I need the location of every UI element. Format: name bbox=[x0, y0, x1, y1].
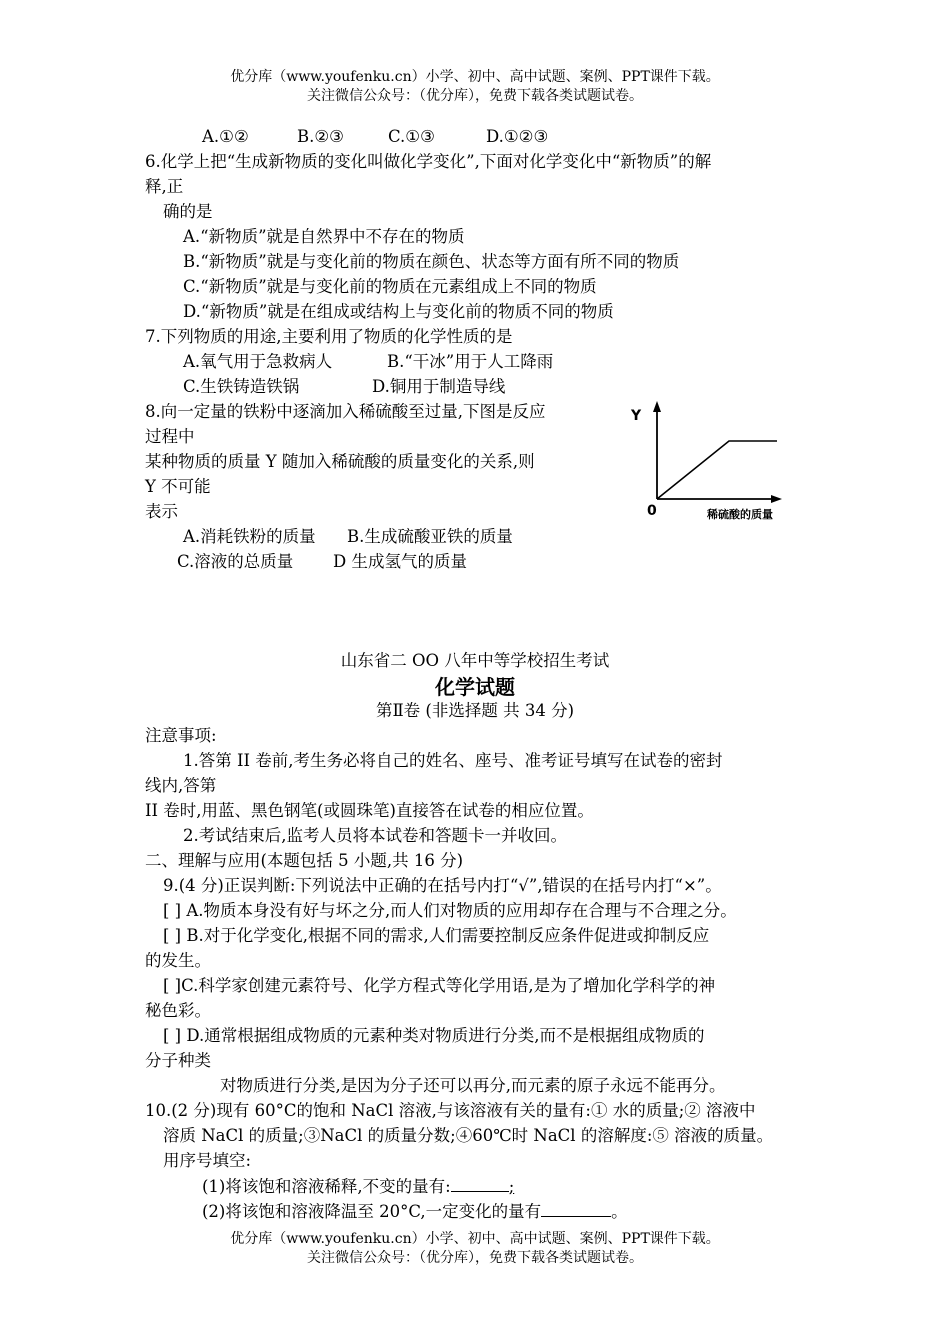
q9-item-c-cont: 秘色彩。 bbox=[145, 1001, 211, 1020]
q6-option-a: A.“新物质”就是自然界中不存在的物质 bbox=[183, 227, 465, 246]
q10-sub-1 bbox=[202, 1175, 514, 1198]
q9-stem: 9.(4 分)正误判断:下列说法中正确的在括号内打“√”,错误的在括号内打“×”。 bbox=[163, 876, 722, 895]
q8-stem: 8.向一定量的铁粉中逐滴加入稀硫酸至过量,下图是反应 bbox=[145, 402, 546, 421]
q6-option-b: B.“新物质”就是与变化前的物质在颜色、状态等方面有所不同的物质 bbox=[183, 252, 680, 271]
x-axis-arrow-icon bbox=[771, 495, 782, 503]
q5-option-b: B.②③ bbox=[297, 127, 344, 146]
q9-item-b-cont: 的发生。 bbox=[145, 951, 211, 970]
q7-option-c: C.生铁铸造铁锅 bbox=[183, 377, 300, 396]
curve-y bbox=[657, 441, 777, 499]
q9-item-b: [ ] B.对于化学变化,根据不同的需求,人们需要控制反应条件促进或抑制反应 bbox=[163, 926, 710, 945]
q10-stem-cont-2: 用序号填空: bbox=[163, 1151, 252, 1170]
q6-option-d: D.“新物质”就是在组成或结构上与变化前的物质不同的物质 bbox=[183, 302, 614, 321]
q5-option-c: C.①③ bbox=[388, 127, 435, 146]
volume-title: 第Ⅱ卷 (非选择题 共 34 分) bbox=[375, 701, 575, 720]
q9-item-d-cont-2: 对物质进行分类,是因为分子还可以再分,而元素的原子永远不能再分。 bbox=[220, 1076, 726, 1095]
q8-option-a: A.消耗铁粉的质量 bbox=[183, 527, 316, 546]
q10-sub-2 bbox=[202, 1200, 628, 1223]
q7-stem: 7.下列物质的用途,主要利用了物质的化学性质的是 bbox=[145, 327, 513, 346]
q8-option-c: C.溶液的总质量 bbox=[177, 552, 294, 571]
q8-stem-cont-4: 表示 bbox=[145, 502, 178, 521]
notice-1: 1.答第 II 卷前,考生务必将自己的姓名、座号、准考证号填写在试卷的密封 bbox=[183, 751, 723, 770]
section-heading: 二、理解与应用(本题包括 5 小题,共 16 分) bbox=[145, 851, 464, 870]
q10-sub-1-text: (1)将该饱和溶液稀释,不变的量有: bbox=[202, 1177, 451, 1196]
header-line-2: 关注微信公众号：（优分库），免费下载各类试题试卷。 bbox=[307, 88, 643, 104]
q6-stem: 6.化学上把“生成新物质的变化叫做化学变化”,下面对化学变化中“新物质”的解 bbox=[145, 152, 712, 171]
q8-graph bbox=[625, 398, 795, 526]
origin-label: 0 bbox=[647, 503, 657, 519]
notice-1-cont-2: II 卷时,用蓝、黑色钢笔(或圆珠笔)直接答在试卷的相应位置。 bbox=[145, 801, 594, 820]
q6-stem-cont-2: 确的是 bbox=[163, 202, 213, 221]
q10-stem: 10.(2 分)现有 60°C的饱和 NaCl 溶液,与该溶液有关的量有:① 水的质量;② 溶液中 bbox=[145, 1101, 756, 1120]
notice-title: 注意事项: bbox=[145, 726, 217, 745]
q6-stem-cont: 释,正 bbox=[145, 177, 184, 196]
q10-sub-1-end: ; bbox=[508, 1177, 515, 1196]
footer-line-2: 关注微信公众号：（优分库），免费下载各类试题试卷。 bbox=[307, 1250, 643, 1266]
y-axis-arrow-icon bbox=[653, 401, 661, 412]
q6-option-c: C.“新物质”就是与变化前的物质在元素组成上不同的物质 bbox=[183, 277, 597, 296]
q7-option-a: A.氧气用于急救病人 bbox=[183, 352, 333, 371]
notice-2: 2.考试结束后,监考人员将本试卷和答题卡一并收回。 bbox=[183, 826, 567, 845]
q8-stem-cont-2: 某种物质的质量 Y 随加入稀硫酸的质量变化的关系,则 bbox=[145, 452, 535, 471]
q9-item-c: [ ]C.科学家创建元素符号、化学方程式等化学用语,是为了增加化学科学的神 bbox=[163, 976, 716, 995]
q8-stem-cont: 过程中 bbox=[145, 427, 195, 446]
q10-sub-2-blank[interactable] bbox=[541, 1200, 611, 1217]
q9-item-d: [ ] D.通常根据组成物质的元素种类对物质进行分类,而不是根据组成物质的 bbox=[163, 1026, 705, 1045]
q10-sub-2-text: (2)将该饱和溶液降温至 20°C,一定变化的量有 bbox=[202, 1202, 542, 1221]
footer-line-1: 优分库（www.youfenku.cn）小学、初中、高中试题、案例、PPT课件下载。 bbox=[230, 1231, 720, 1247]
q5-option-d: D.①②③ bbox=[486, 127, 549, 146]
q8-stem-cont-3: Y 不可能 bbox=[145, 477, 211, 496]
q10-sub-1-blank[interactable] bbox=[451, 1175, 509, 1192]
subject-title: 化学试题 bbox=[435, 675, 515, 699]
y-axis-label: Y bbox=[631, 408, 642, 424]
exam-title: 山东省二 OO 八年中等学校招生考试 bbox=[340, 651, 610, 670]
q8-option-d: D 生成氢气的质量 bbox=[333, 552, 467, 571]
q5-option-a: A.①② bbox=[202, 127, 249, 146]
notice-1-cont: 线内,答第 bbox=[145, 776, 217, 795]
q7-option-d: D.铜用于制造导线 bbox=[372, 377, 506, 396]
q8-option-b: B.生成硫酸亚铁的质量 bbox=[347, 527, 513, 546]
q9-item-d-cont: 分子种类 bbox=[145, 1051, 211, 1070]
q7-option-b: B.“干冰”用于人工降雨 bbox=[387, 352, 554, 371]
header-line-1: 优分库（www.youfenku.cn）小学、初中、高中试题、案例、PPT课件下载。 bbox=[230, 69, 720, 85]
q10-sub-2-end: 。 bbox=[611, 1202, 628, 1221]
x-axis-label: 稀硫酸的质量 bbox=[707, 508, 773, 521]
q10-stem-cont: 溶质 NaCl 的质量;③NaCl 的质量分数;④60℃时 NaCl 的溶解度:⑤ 溶液的质量。 bbox=[163, 1126, 774, 1145]
q9-item-a: [ ] A.物质本身没有好与坏之分,而人们对物质的应用却存在合理与不合理之分。 bbox=[163, 901, 737, 920]
